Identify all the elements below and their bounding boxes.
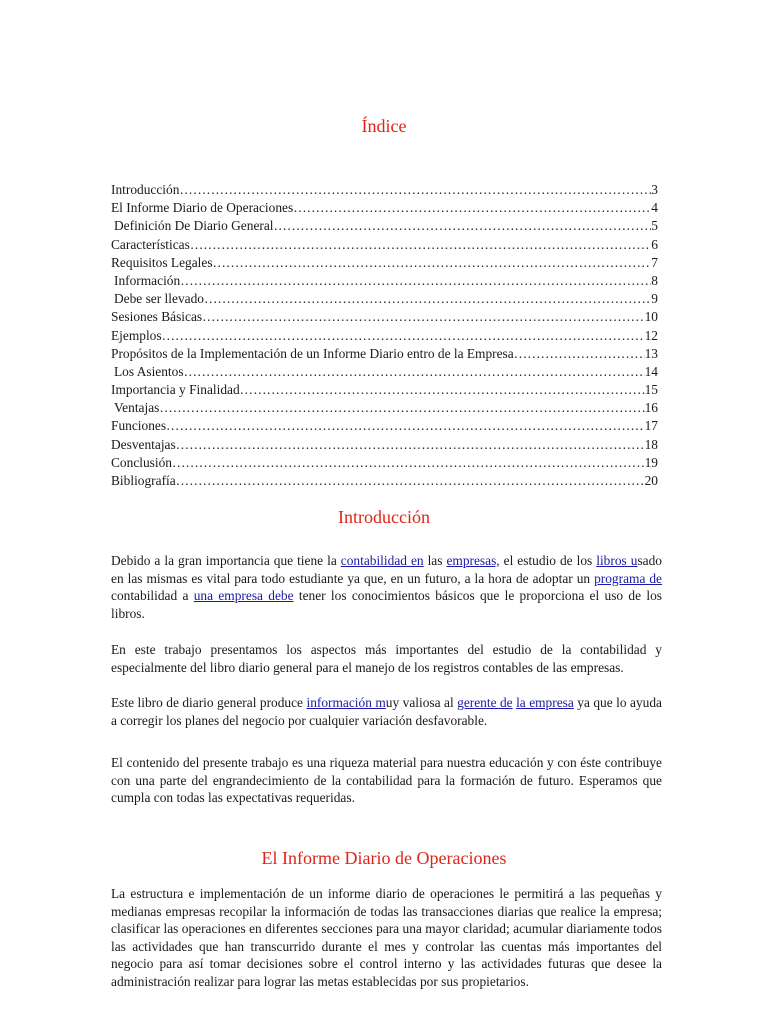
toc-entry[interactable] — [111, 308, 658, 326]
toc-entry-label: Conclusión — [111, 454, 173, 470]
toc-entry-label: Funciones — [111, 418, 167, 434]
toc-entry[interactable] — [111, 254, 658, 272]
toc-leader-dots — [293, 199, 651, 217]
toc-entry-page: 12 — [644, 327, 658, 343]
toc-leader-dots — [159, 399, 644, 417]
toc-leader-dots — [274, 217, 652, 235]
toc-entry[interactable] — [111, 399, 658, 417]
toc-leader-dots — [180, 272, 651, 290]
informe-paragraph-1: La estructura e implementación de un informe diario de operaciones le permitirá a las pequeñas y medianas empresas recopilar la información de todas las transacciones diarias que realice la empresa; clasificar las operaciones en diferentes secciones para una mayor claridad; acumular diariamente todos las actividades que han transcurrido durante el mes y controlar las cuentas más importantes del negocio para así tomar decisiones sobre el control interno y las actividades futuras que desee la administración realizar para lograr las metas establecidas por sus propietarios. — [111, 886, 662, 989]
intro-title: Introducción — [338, 507, 430, 527]
toc-leader-dots — [240, 381, 645, 399]
link-contabilidad[interactable]: contabilidad en — [340, 553, 424, 568]
toc-entry-label: Definición De Diario General — [114, 218, 274, 234]
toc-entry-label: Los Asientos — [114, 363, 184, 379]
toc-entry[interactable] — [111, 345, 658, 363]
text-run: Debido a la gran importancia que tiene la — [111, 553, 341, 568]
toc-entry-page: 13 — [644, 345, 658, 361]
text-run: tener los conocimientos básicos que le proporciona el uso de los libros. — [111, 588, 662, 621]
toc-leader-dots — [514, 345, 645, 363]
link-gerente[interactable]: gerente de — [457, 695, 513, 710]
toc-entry-page: 7 — [651, 254, 658, 270]
toc-entry-page: 19 — [644, 454, 658, 470]
toc-leader-dots — [172, 454, 645, 472]
toc-leader-dots — [179, 181, 651, 199]
toc-entry[interactable] — [111, 363, 658, 381]
toc-entry-page: 15 — [644, 382, 658, 398]
toc-entry-page: 4 — [651, 200, 658, 216]
toc-leader-dots — [166, 417, 645, 435]
link-empresas[interactable]: empresas, — [446, 553, 500, 568]
toc-entry-label: Ejemplos — [111, 327, 162, 343]
toc-entry[interactable] — [111, 417, 658, 435]
intro-paragraph-3 — [111, 694, 662, 729]
toc-entry-page: 10 — [644, 309, 658, 325]
text-run: Este libro de diario general produce — [111, 695, 307, 710]
toc-entry[interactable] — [111, 217, 658, 235]
toc-entry-page: 5 — [651, 218, 658, 234]
text-run: ya que lo ayuda a corregir los planes del negocio por cualquier variación desfavorable. — [111, 695, 662, 728]
toc-entry-label: Desventajas — [111, 436, 176, 452]
toc-entry[interactable] — [111, 472, 658, 490]
toc-entry-label: El Informe Diario de Operaciones — [111, 200, 294, 216]
link-la-empresa[interactable]: la empresa — [516, 695, 574, 710]
toc-entry-page: 14 — [644, 363, 658, 379]
intro-paragraph-1 — [111, 552, 662, 622]
toc-entry-page: 3 — [651, 182, 658, 197]
link-una-empresa[interactable]: una empresa debe — [193, 588, 294, 604]
toc-entry-label: Requisitos Legales — [111, 254, 213, 270]
text-run: las — [423, 553, 447, 568]
toc-leader-dots — [213, 254, 652, 272]
toc-entry[interactable] — [111, 436, 658, 454]
intro-paragraph-4: El contenido del presente trabajo es una riqueza material para nuestra educación y con éste contribuye con una parte del engrandecimiento de la contabilidad para la formación de futuro. Esperamos que cumpla con todas las expectativas requeridas. — [111, 755, 662, 806]
toc-leader-dots — [162, 327, 645, 345]
toc-entry-page: 17 — [644, 418, 658, 434]
toc-entry-label: Propósitos de la Implementación de un Informe Diario entro de la Empresa — [111, 345, 514, 361]
text-run: sado en las mismas es vital para todo estudiante ya que, en un futuro, a la hora de adoptar un — [111, 553, 662, 586]
index-title: Índice — [361, 116, 407, 136]
toc-leader-dots — [184, 363, 645, 381]
link-informacion[interactable]: información m — [306, 695, 386, 710]
toc-leader-dots — [176, 436, 645, 454]
link-programa[interactable]: programa de — [594, 570, 662, 586]
text-run: el estudio de los — [499, 553, 597, 568]
toc-entry-label: Características — [111, 236, 190, 252]
toc-entry[interactable] — [111, 236, 658, 254]
toc-entry-page: 8 — [651, 272, 658, 288]
informe-title: El Informe Diario de Operaciones — [261, 848, 507, 868]
toc-entry-page: 20 — [644, 473, 658, 488]
toc-entry-page: 9 — [651, 291, 658, 307]
toc-leader-dots — [202, 308, 644, 326]
toc-entry-label: Introducción — [111, 182, 180, 197]
table-of-contents — [111, 181, 658, 490]
toc-leader-dots — [190, 236, 651, 254]
toc-entry-label: Sesiones Básicas — [111, 309, 203, 325]
toc-entry[interactable] — [111, 381, 658, 399]
text-run: uy valiosa al — [385, 695, 458, 710]
toc-entry-page: 16 — [644, 400, 658, 416]
toc-entry-label: Ventajas — [114, 400, 160, 416]
toc-entry[interactable] — [111, 181, 658, 199]
text-run: contabilidad a — [111, 588, 194, 604]
toc-leader-dots — [176, 472, 645, 490]
toc-entry-label: Bibliografía — [111, 473, 176, 488]
toc-entry[interactable] — [111, 290, 658, 308]
toc-entry[interactable] — [111, 272, 658, 290]
toc-entry-page: 18 — [644, 436, 658, 452]
toc-entry-label: Información — [114, 272, 181, 288]
toc-entry-label: Importancia y Finalidad — [111, 382, 240, 398]
toc-entry-page: 6 — [651, 236, 658, 252]
link-libros[interactable]: libros u — [596, 553, 638, 568]
toc-entry[interactable] — [111, 199, 658, 217]
toc-leader-dots — [204, 290, 651, 308]
toc-entry[interactable] — [111, 327, 658, 345]
toc-entry[interactable] — [111, 454, 658, 472]
toc-entry-label: Debe ser llevado — [114, 291, 204, 307]
intro-paragraph-2: En este trabajo presentamos los aspectos más importantes del estudio de la contabilidad y especialmente del libro diario general para el manejo de los registros contables de las empresas. — [111, 642, 662, 675]
